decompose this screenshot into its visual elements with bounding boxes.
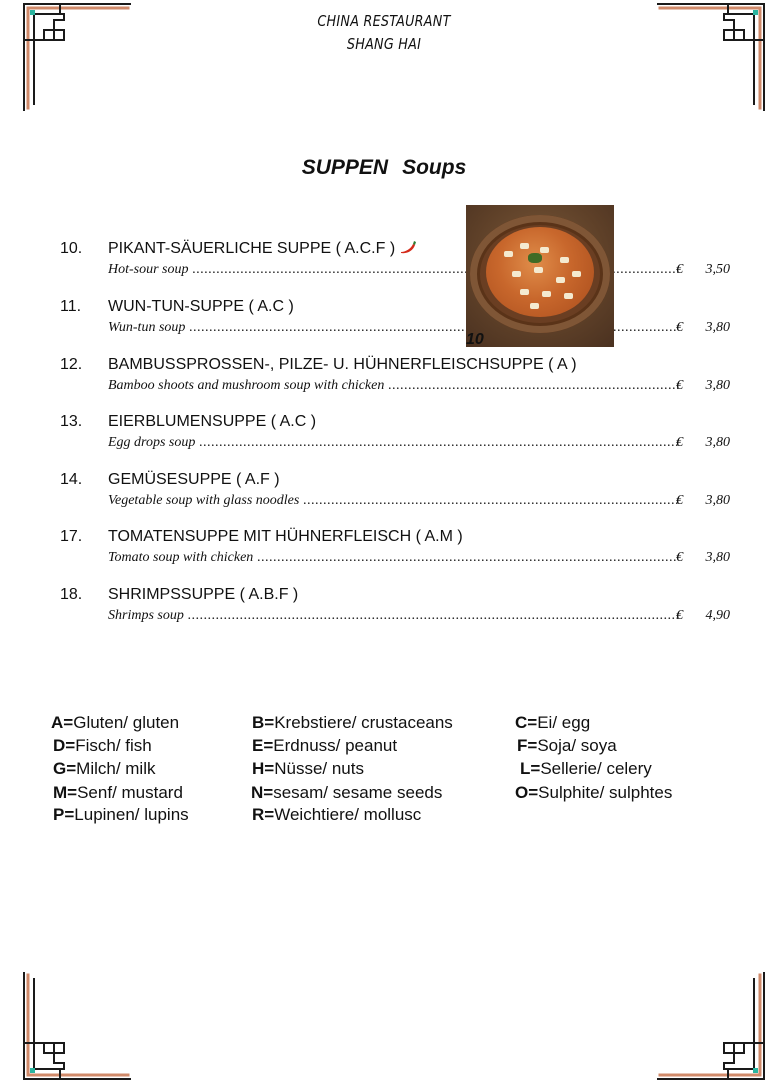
allergen-entry: A=Gluten/ gluten [51, 713, 180, 732]
item-name-de: GEMÜSESUPPE ( A.F ) [108, 471, 280, 488]
allergen-entry: M=Senf/ mustard [53, 783, 183, 802]
item-price: 3,80 [705, 550, 730, 565]
item-name-de: WUN-TUN-SUPPE ( A.C ) [108, 298, 294, 315]
item-price: 3,80 [705, 493, 730, 508]
item-name-en: Tomato soup with chicken [108, 550, 254, 565]
item-number: 17. [60, 528, 83, 545]
allergen-entry: R=Weichtiere/ mollusc [252, 805, 422, 824]
section-title-en: Soups [402, 156, 467, 179]
corner-ornament-bottom-left [20, 971, 132, 1083]
item-name-de: TOMATENSUPPE MIT HÜHNERFLEISCH ( A.M ) [108, 528, 463, 545]
menu-item [0, 240, 768, 290]
dot-leader [257, 550, 678, 566]
dot-leader [188, 608, 678, 624]
restaurant-header [58, 10, 711, 56]
item-name-de: BAMBUSSPROSSEN-, PILZE- U. HÜHNERFLEISCHSUPPE ( A ) [108, 356, 577, 373]
item-price: 3,80 [705, 320, 730, 335]
menu-item [0, 298, 768, 348]
corner-ornament-bottom-right [656, 971, 768, 1083]
currency-symbol: € [676, 435, 683, 450]
item-name-de: PIKANT-SÄUERLICHE SUPPE ( A.C.F ) [108, 240, 417, 258]
dot-leader [303, 493, 678, 509]
item-name-de: SHRIMPSSUPPE ( A.B.F ) [108, 586, 299, 603]
menu-item [0, 356, 768, 406]
currency-symbol: € [676, 262, 683, 277]
item-name-en: Shrimps soup [108, 608, 184, 623]
item-name-en: Hot-sour soup [108, 262, 189, 277]
menu-item [0, 528, 768, 578]
item-number: 12. [60, 356, 83, 373]
item-price: 3,50 [705, 262, 730, 277]
allergen-entry: D=Fisch/ fish [53, 736, 152, 755]
photo-label: 10 [466, 331, 484, 347]
allergen-entry: L=Sellerie/ celery [520, 759, 652, 778]
currency-symbol: € [676, 493, 683, 508]
allergen-entry: O=Sulphite/ sulphtes [515, 783, 673, 802]
menu-item [0, 471, 768, 521]
item-price: 4,90 [705, 608, 730, 623]
item-price: 3,80 [705, 435, 730, 450]
item-name-en: Egg drops soup [108, 435, 196, 450]
item-name-de: EIERBLUMENSUPPE ( A.C ) [108, 413, 317, 430]
section-title [0, 156, 768, 180]
chili-icon [399, 240, 417, 254]
currency-symbol: € [676, 550, 683, 565]
item-name-en: Bamboo shoots and mushroom soup with chicken [108, 378, 385, 393]
item-name-en: Vegetable soup with glass noodles [108, 493, 300, 508]
item-name-en: Wun-tun soup [108, 320, 186, 335]
herb-garnish [528, 253, 542, 263]
item-number: 14. [60, 471, 83, 488]
dot-leader [388, 378, 678, 394]
currency-symbol: € [676, 378, 683, 393]
dot-leader [199, 435, 678, 451]
currency-symbol: € [676, 608, 683, 623]
allergen-entry: F=Soja/ soya [517, 736, 617, 755]
allergen-entry: N=sesam/ sesame seeds [251, 783, 443, 802]
item-number: 18. [60, 586, 83, 603]
allergen-entry: H=Nüsse/ nuts [252, 759, 364, 778]
allergen-entry: B=Krebstiere/ crustaceans [252, 713, 453, 732]
menu-item [0, 413, 768, 463]
section-title-de: SUPPEN [301, 156, 389, 179]
item-number: 11. [60, 298, 82, 315]
item-price: 3,80 [705, 378, 730, 393]
dish-photo [466, 205, 614, 347]
currency-symbol: € [676, 320, 683, 335]
restaurant-name-line2: SHANG HAI [346, 35, 422, 53]
restaurant-name-line1: CHINA RESTAURANT [317, 12, 451, 30]
item-number: 13. [60, 413, 83, 430]
allergen-entry: E=Erdnuss/ peanut [252, 736, 398, 755]
item-number: 10. [60, 240, 83, 257]
menu-item [0, 586, 768, 636]
allergen-entry: C=Ei/ egg [515, 713, 591, 732]
allergen-entry: P=Lupinen/ lupins [53, 805, 189, 824]
allergen-entry: G=Milch/ milk [53, 759, 156, 778]
